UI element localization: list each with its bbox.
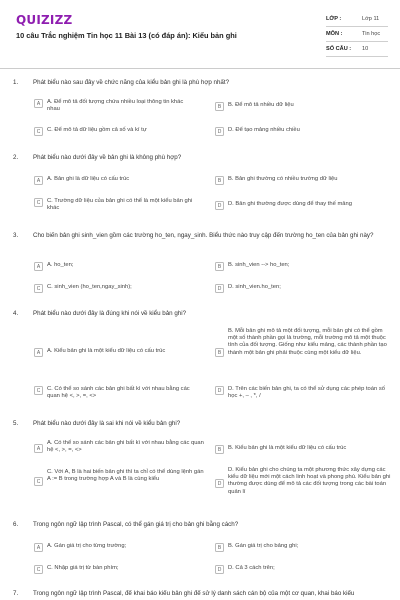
option-letter-badge: B <box>215 102 224 111</box>
option-c[interactable] <box>34 127 204 136</box>
option-b[interactable] <box>215 328 391 357</box>
option-d[interactable] <box>215 201 385 210</box>
option-letter-badge: D <box>215 284 224 293</box>
option-letter-badge: A <box>34 262 43 271</box>
option-text: D. sinh_vien.ho_ten; <box>228 284 281 290</box>
question-number: 1. <box>13 79 19 86</box>
worksheet-header <box>0 0 400 64</box>
option-text: D. Trên các biến bản ghi, ta có thể sử dụng các phép toán số học +, – , *, / <box>228 386 385 400</box>
option-a[interactable] <box>34 543 204 552</box>
option-text: A. Bản ghi là dữ liệu có cấu trúc <box>47 176 130 182</box>
option-letter-badge: B <box>215 445 224 454</box>
option-a[interactable] <box>34 348 204 357</box>
header-divider <box>0 68 400 69</box>
meta-subject-value: Tin học <box>362 31 381 37</box>
option-text: C. sinh_vien (ho_ten,ngay_sinh); <box>47 284 132 290</box>
option-letter-badge: A <box>34 176 43 185</box>
option-text: B. sinh_vien --> ho_ten; <box>228 262 290 268</box>
question-number: 4. <box>13 310 19 317</box>
option-c[interactable] <box>34 565 204 574</box>
meta-count-value: 10 <box>362 46 369 52</box>
question-text: Cho biến bản ghi sinh_vien gồm các trường ho_ten, ngay_sinh. Biểu thức nào truy cập đến trường ho_ten của bản ghi này? <box>33 232 374 239</box>
option-c[interactable] <box>34 198 199 212</box>
option-letter-badge: B <box>215 262 224 271</box>
option-letter-badge: A <box>34 543 43 552</box>
option-text: A. ho_ten; <box>47 262 74 268</box>
option-letter-badge: B <box>215 176 224 185</box>
option-letter-badge: A <box>34 444 43 453</box>
question-text: Phát biểu nào dưới đây là đúng khi nói về kiểu bản ghi? <box>33 310 187 317</box>
option-c[interactable] <box>34 284 204 293</box>
worksheet-title: 10 câu Trắc nghiệm Tin học 11 Bài 13 (có đáp án): Kiểu bản ghi <box>16 31 237 40</box>
option-letter-badge: D <box>215 479 224 488</box>
meta-subject-label: MÔN : <box>326 31 343 37</box>
question-number: 5. <box>13 420 19 427</box>
option-c[interactable] <box>34 386 204 400</box>
question-text: Phát biểu nào sau đây về chức năng của kiểu bản ghi là phù hợp nhất? <box>33 79 230 86</box>
option-d[interactable] <box>215 467 391 496</box>
option-text: C. Với A, B là hai biến bản ghi thì ta chỉ có thể dùng lệnh gán A := B trong trường hợp A và B là cùng kiểu <box>47 469 204 483</box>
option-b[interactable] <box>215 543 385 552</box>
option-text: C. Có thể so sánh các bản ghi bất kì với nhau bằng các quan hệ <, >, =, <> <box>47 386 190 400</box>
option-b[interactable] <box>215 176 385 185</box>
question-text: Trong ngôn ngữ lập trình Pascal, để khai báo kiểu bản ghi để sử lý danh sách cán bộ của một cơ quan, khai báo kiểu <box>33 590 355 597</box>
meta-count-label: SỐ CÂU : <box>326 46 352 52</box>
option-text: C. Nhập giá trị từ bàn phím; <box>47 565 119 571</box>
option-text: C. Trường dữ liệu của bản ghi có thể là một kiểu bản ghi khác <box>47 198 193 212</box>
option-a[interactable] <box>34 440 204 454</box>
option-d[interactable] <box>215 127 385 136</box>
option-text: D. Cả 3 cách trên; <box>228 565 275 571</box>
option-text: B. Kiểu bản ghi là một kiểu dữ liệu có cấu trúc <box>228 445 347 451</box>
option-letter-badge: A <box>34 348 43 357</box>
option-text: A. Gán giá trị cho từng trường; <box>47 543 127 549</box>
option-text: B. Bản ghi thường có nhiều trường dữ liệu <box>228 176 338 182</box>
option-text: A. Kiểu bản ghi là một kiểu dữ liệu có cấu trúc <box>47 348 166 354</box>
option-text: A. Có thể so sánh các bản ghi bất kì với nhau bằng các quan hệ <, >, =, <> <box>47 440 204 454</box>
option-b[interactable] <box>215 102 385 111</box>
question-number: 6. <box>13 521 19 528</box>
option-c[interactable] <box>34 469 204 486</box>
option-d[interactable] <box>215 284 385 293</box>
option-text: D. Bản ghi thường được dùng để thay thế mảng <box>228 201 352 207</box>
question-number: 2. <box>13 154 19 161</box>
question-text: Phát biểu nào dưới đây là sai khi nói về kiểu bản ghi? <box>33 420 181 427</box>
option-text: D. Kiểu bản ghi cho chúng ta một phương thức xây dựng các kiểu dữ liệu mới một cách linh hoạt và phong phú. Kiểu bản ghi thường được dùng để mô tả các đối tượng trong các bài toán quản lí <box>228 467 391 495</box>
option-text: C. Để mô tả dữ liệu gồm cả số và kí tự <box>47 127 147 133</box>
option-a[interactable] <box>34 176 204 185</box>
meta-divider <box>326 56 388 57</box>
option-a[interactable] <box>34 262 204 271</box>
option-letter-badge: B <box>215 348 224 357</box>
option-letter-badge: B <box>215 543 224 552</box>
option-b[interactable] <box>215 445 391 454</box>
question-text: Trong ngôn ngữ lập trình Pascal, có thể gán giá trị cho bản ghi bằng cách? <box>33 521 239 528</box>
meta-divider <box>326 26 388 27</box>
option-letter-badge: A <box>34 99 43 108</box>
question-number: 7. <box>13 590 19 597</box>
quizizz-logo: QUIZIZZ <box>16 13 73 27</box>
option-d[interactable] <box>215 386 391 400</box>
option-d[interactable] <box>215 565 385 574</box>
option-letter-badge: D <box>215 565 224 574</box>
option-letter-badge: D <box>215 127 224 136</box>
option-letter-badge: D <box>215 386 224 395</box>
meta-class-value: Lớp 11 <box>362 16 380 22</box>
option-letter-badge: C <box>34 284 43 293</box>
option-text: B. Gán giá trị cho bảng ghi; <box>228 543 299 549</box>
option-a[interactable] <box>34 99 194 113</box>
option-letter-badge: C <box>34 386 43 395</box>
meta-divider <box>326 41 388 42</box>
meta-class-label: LỚP : <box>326 16 342 22</box>
option-letter-badge: D <box>215 201 224 210</box>
option-text: B. Để mô tả nhiều dữ liệu <box>228 102 294 108</box>
option-text: B. Mỗi bản ghi mô tả một đối tượng, mỗi bản ghi có thể gồm một số thành phần gọi là trường, mỗi trường mô tả một thuộc tính của đối tượng. Giống như kiểu mảng, các thành phần tạo thành một bản ghi phải thuộc cùng một kiểu dữ liệu. <box>228 328 387 356</box>
option-b[interactable] <box>215 262 385 271</box>
option-text: D. Để tạo mảng nhiều chiều <box>228 127 300 133</box>
option-text: A. Để mô tả đối tượng chứa nhiều loại thông tin khác nhau <box>47 99 184 113</box>
option-letter-badge: C <box>34 477 43 486</box>
question-text: Phát biểu nào dưới đây về bản ghi là không phù hợp? <box>33 154 182 161</box>
question-number: 3. <box>13 232 19 239</box>
option-letter-badge: C <box>34 127 43 136</box>
option-letter-badge: C <box>34 198 43 207</box>
option-letter-badge: C <box>34 565 43 574</box>
